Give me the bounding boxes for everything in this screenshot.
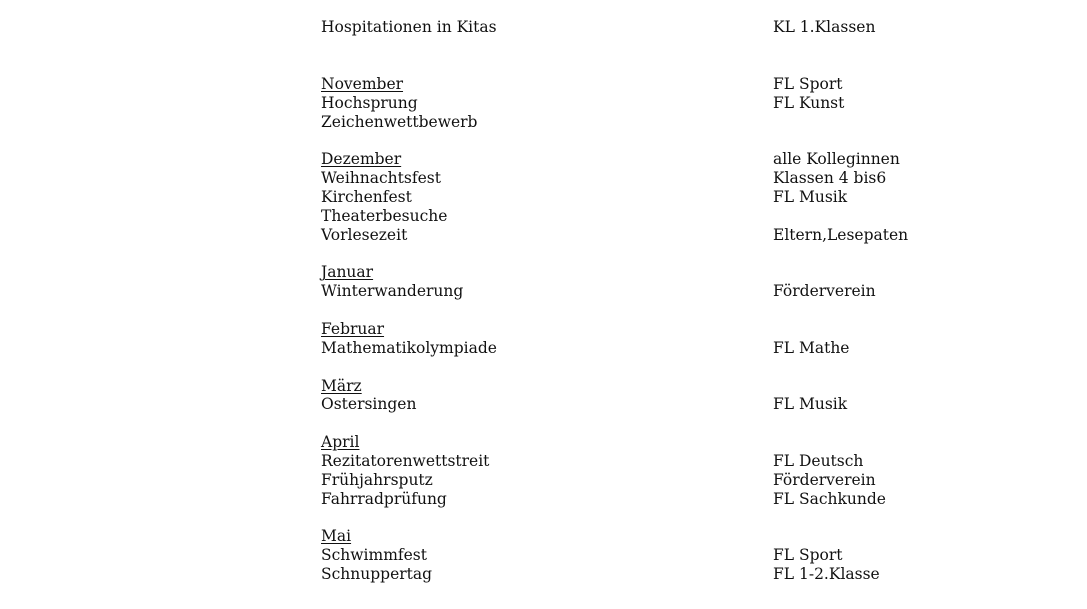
activity-item: Schwimmfest [321,546,427,564]
responsible-item: Förderverein [773,471,876,489]
responsible-item: FL Musik [773,188,848,206]
activity-item: Kirchenfest [321,188,412,206]
document-heading-right: KL 1.Klassen [773,18,876,36]
activity-item: Fahrradprüfung [321,490,447,508]
responsible-item: FL Sport [773,546,843,564]
activity-item: Vorlesezeit [321,226,408,244]
activity-item: Frühjahrsputz [321,471,433,489]
month-heading-november: November [321,75,404,93]
month-heading-februar: Februar [321,320,385,338]
document-heading: Hospitationen in Kitas [321,18,497,36]
responsible-item: FL Mathe [773,339,850,357]
activity-item: Winterwanderung [321,282,464,300]
responsible-item: FL Sachkunde [773,490,886,508]
responsible-dezember: alle Kolleginnen [773,150,900,168]
responsible-item: FL Deutsch [773,452,864,470]
activity-item: Mathematikolympiade [321,339,497,357]
activity-item: Hochsprung [321,94,418,112]
activity-item: Rezitatorenwettstreit [321,452,490,470]
responsible-november: FL Sport [773,75,843,93]
responsible-item: Eltern,Lesepaten [773,226,909,244]
responsible-item: FL Musik [773,395,848,413]
activity-item: Ostersingen [321,395,417,413]
month-heading-dezember: Dezember [321,150,402,168]
activity-item: Theaterbesuche [321,207,448,225]
month-heading-januar: Januar [321,263,374,281]
responsible-item: FL 1-2.Klasse [773,565,880,583]
activity-item: Schnuppertag [321,565,433,583]
month-heading-mai: Mai [321,527,352,545]
activity-item: Zeichenwettbewerb [321,113,478,131]
month-heading-april: April [321,433,360,451]
activity-item: Weihnachtsfest [321,169,441,187]
responsible-item: FL Kunst [773,94,845,112]
responsible-item: Förderverein [773,282,876,300]
responsible-item: Klassen 4 bis6 [773,169,887,187]
month-heading-maerz: März [321,377,362,395]
